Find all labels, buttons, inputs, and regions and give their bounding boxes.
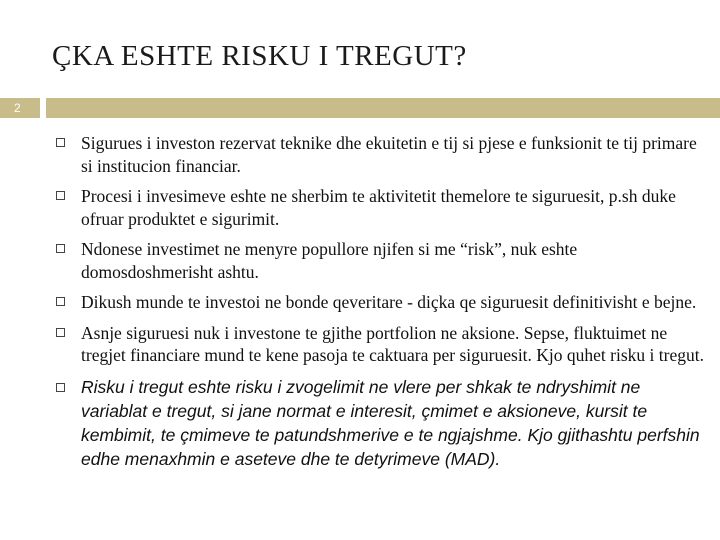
square-bullet-icon xyxy=(56,191,65,200)
bullet-text: Asnje siguruesi nuk i investone te gjithe portfolion ne aksione. Sepse, fluktuimet ne tregjet financiare mund te kene pasoja te caktuara per siguruesit. Kjo quhet risku i tregut. xyxy=(81,322,704,365)
square-bullet-icon xyxy=(56,328,65,337)
bullet-list xyxy=(56,132,706,479)
title-divider-bar xyxy=(46,98,720,118)
slide-number: 2 xyxy=(0,98,40,118)
square-bullet-icon xyxy=(56,383,65,392)
bullet-item-emphasized xyxy=(56,375,706,471)
bullet-item xyxy=(56,238,706,283)
bullet-text: Ndonese investimet ne menyre popullore njifen si me “risk”, nuk eshte domosdoshmerisht ashtu. xyxy=(81,239,578,282)
bullet-item xyxy=(56,322,706,367)
square-bullet-icon xyxy=(56,297,65,306)
slide-title: ÇKA ESHTE RISKU I TREGUT? xyxy=(52,40,467,72)
square-bullet-icon xyxy=(56,244,65,253)
bullet-item xyxy=(56,132,706,177)
square-bullet-icon xyxy=(56,138,65,147)
bullet-item xyxy=(56,291,706,314)
bullet-text: Sigurues i investon rezervat teknike dhe ekuitetin e tij si pjese e funksionit te tij primare si institucion financiar. xyxy=(81,133,697,176)
bullet-text: Risku i tregut eshte risku i zvogelimit ne vlere per shkak te ndryshimit ne variablat e tregut, si jane normat e interesit, çmimet e aksioneve, kursit te kembimit, te çmimeve te patundshmerive e te ngjajshme. Kjo gjithashtu perfshin edhe menaxhmin e aseteve dhe te detyrimeve (MAD). xyxy=(81,376,700,469)
bullet-text: Dikush munde te investoi ne bonde qeveritare - diçka qe siguruesit definitivisht e bejne. xyxy=(81,292,697,312)
bullet-text: Procesi i invesimeve eshte ne sherbim te aktivitetit themelore te siguruesit, p.sh duke ofruar produktet e sigurimit. xyxy=(81,186,676,229)
bullet-item xyxy=(56,185,706,230)
